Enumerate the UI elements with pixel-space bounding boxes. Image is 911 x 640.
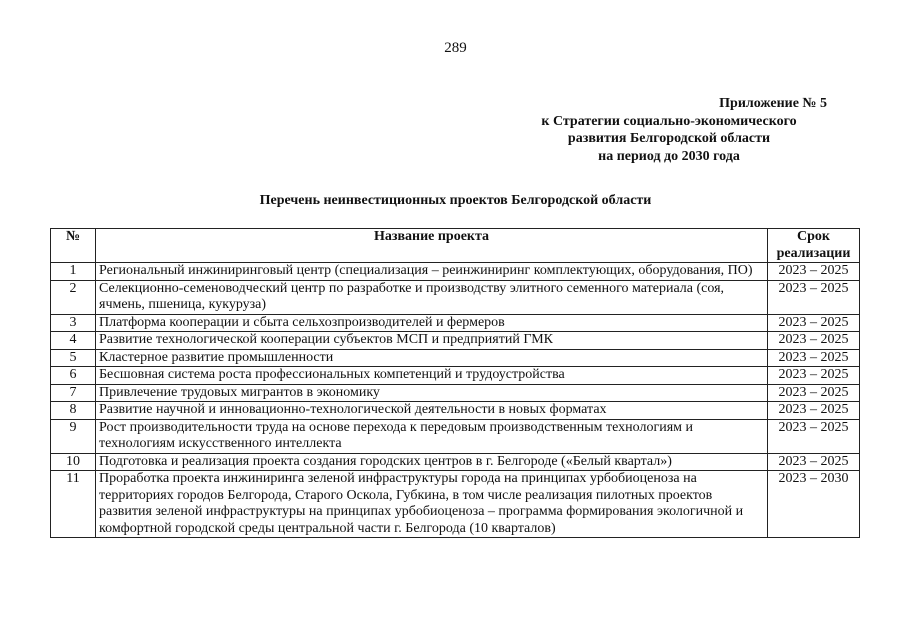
page-number: 289 <box>444 40 467 56</box>
header-term-line-2: реализации <box>776 245 851 261</box>
table-row <box>51 349 860 367</box>
table-row <box>51 471 860 538</box>
table-row <box>51 419 860 453</box>
row-term: 2023 – 2025 <box>768 332 860 350</box>
table-header-row <box>51 229 860 263</box>
row-number: 4 <box>51 332 96 350</box>
row-number: 10 <box>51 453 96 471</box>
appendix-caption <box>489 95 849 165</box>
table-row <box>51 314 860 332</box>
row-number: 6 <box>51 367 96 385</box>
row-project-name: Развитие научной и инновационно-технологической деятельности в новых форматах <box>96 402 768 420</box>
table-row <box>51 332 860 350</box>
table-row <box>51 367 860 385</box>
header-term <box>768 229 860 263</box>
row-project-name: Рост производительности труда на основе перехода к передовым производственным технологиям и технологиям искусственного интеллекта <box>96 419 768 453</box>
row-term: 2023 – 2030 <box>768 471 860 538</box>
row-number: 5 <box>51 349 96 367</box>
projects-table <box>50 228 860 538</box>
appendix-caption-line-3: развития Белгородской области <box>567 131 771 146</box>
row-term: 2023 – 2025 <box>768 263 860 281</box>
row-number: 1 <box>51 263 96 281</box>
row-project-name: Проработка проекта инжиниринга зеленой инфраструктуры города на принципах урбобиоценоза на территориях городов Белгорода, Старого Оскола, Губкина, в том числе реализация пилотных проектов развития зеленой инфраструктуры на принципах урбобиоценоза – программа формирования экологичной и комфортной городской среды центральной части г. Белгорода (10 кварталов) <box>96 471 768 538</box>
row-term: 2023 – 2025 <box>768 314 860 332</box>
row-project-name: Бесшовная система роста профессиональных компетенций и трудоустройства <box>96 367 768 385</box>
table-row <box>51 263 860 281</box>
table-row <box>51 384 860 402</box>
appendix-caption-line-1: Приложение № 5 <box>719 96 827 111</box>
row-term: 2023 – 2025 <box>768 419 860 453</box>
row-number: 8 <box>51 402 96 420</box>
row-term: 2023 – 2025 <box>768 280 860 314</box>
row-number: 9 <box>51 419 96 453</box>
row-number: 2 <box>51 280 96 314</box>
table-row <box>51 402 860 420</box>
header-term-line-1: Срок <box>797 229 830 244</box>
row-project-name: Региональный инжиниринговый центр (специализация – реинжиниринг комплектующих, оборудования, ПО) <box>96 263 768 281</box>
row-project-name: Развитие технологической кооперации субъектов МСП и предприятий ГМК <box>96 332 768 350</box>
row-term: 2023 – 2025 <box>768 453 860 471</box>
row-term: 2023 – 2025 <box>768 384 860 402</box>
document-title: Перечень неинвестиционных проектов Белгородской области <box>259 193 652 208</box>
row-number: 7 <box>51 384 96 402</box>
row-project-name: Платформа кооперации и сбыта сельхозпроизводителей и фермеров <box>96 314 768 332</box>
row-number: 3 <box>51 314 96 332</box>
row-project-name: Привлечение трудовых мигрантов в экономику <box>96 384 768 402</box>
header-project-name: Название проекта <box>96 229 768 263</box>
appendix-caption-line-2: к Стратегии социально-экономического <box>541 113 797 129</box>
appendix-caption-line-4: на период до 2030 года <box>598 148 740 164</box>
row-term: 2023 – 2025 <box>768 349 860 367</box>
row-term: 2023 – 2025 <box>768 367 860 385</box>
header-number: № <box>51 229 96 263</box>
table-row <box>51 280 860 314</box>
row-term: 2023 – 2025 <box>768 402 860 420</box>
row-number: 11 <box>51 471 96 538</box>
table-row <box>51 453 860 471</box>
row-project-name: Селекционно-семеноводческий центр по разработке и производству элитного семенного материала (соя, ячмень, пшеница, кукуруза) <box>96 280 768 314</box>
row-project-name: Кластерное развитие промышленности <box>96 349 768 367</box>
row-project-name: Подготовка и реализация проекта создания городских центров в г. Белгороде («Белый квартал») <box>96 453 768 471</box>
